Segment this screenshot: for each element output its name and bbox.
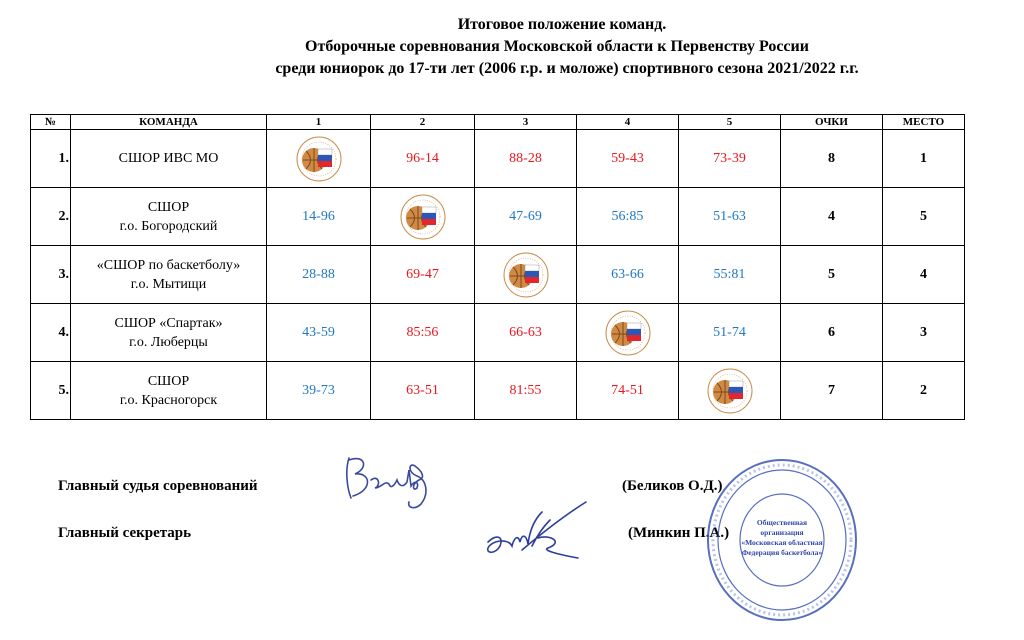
team-cell bbox=[71, 246, 267, 304]
header-number: № bbox=[31, 115, 71, 130]
row-number: 1. bbox=[31, 130, 71, 188]
judge-name: (Беликов О.Д.) bbox=[622, 478, 723, 494]
judge-label: Главный судья соревнований bbox=[58, 478, 258, 494]
team-city: г.о. Богородский bbox=[119, 218, 218, 234]
score-value: 43-59 bbox=[302, 324, 335, 340]
self-match-cell bbox=[577, 304, 679, 362]
score-cell bbox=[371, 362, 475, 420]
place-cell: 3 bbox=[883, 304, 965, 362]
table-row bbox=[31, 246, 965, 304]
team-name: СШОР bbox=[147, 373, 190, 389]
stamp-line-1: Общественная bbox=[756, 518, 808, 527]
score-value: 63-51 bbox=[406, 382, 439, 398]
score-cell bbox=[371, 304, 475, 362]
federation-logo-icon bbox=[604, 309, 652, 357]
federation-logo-icon bbox=[706, 367, 754, 415]
self-match-cell bbox=[371, 188, 475, 246]
header-col-5: 5 bbox=[679, 115, 781, 130]
score-cell bbox=[371, 130, 475, 188]
team-cell bbox=[71, 188, 267, 246]
points-cell: 4 bbox=[781, 188, 883, 246]
score-cell bbox=[475, 130, 577, 188]
score-cell bbox=[267, 362, 371, 420]
score-value: 66-63 bbox=[509, 324, 542, 340]
team-name: СШОР ИВС МО bbox=[118, 151, 219, 166]
score-value: 85:56 bbox=[406, 324, 439, 340]
team-cell bbox=[71, 304, 267, 362]
score-value: 39-73 bbox=[302, 382, 335, 398]
row-number: 5. bbox=[31, 362, 71, 420]
self-match-cell bbox=[679, 362, 781, 420]
score-value: 55:81 bbox=[713, 266, 746, 282]
score-value: 51-74 bbox=[713, 324, 746, 340]
title-line-1: Итоговое положение команд. bbox=[457, 16, 667, 33]
place-cell: 1 bbox=[883, 130, 965, 188]
score-value: 96-14 bbox=[406, 150, 439, 166]
document-title bbox=[0, 14, 1024, 80]
points-cell: 6 bbox=[781, 304, 883, 362]
row-number: 4. bbox=[31, 304, 71, 362]
stamp-line-3: «Московская областная bbox=[741, 538, 823, 547]
standings-table bbox=[30, 114, 965, 420]
header-col-1: 1 bbox=[267, 115, 371, 130]
team-city: г.о. Красногорск bbox=[119, 392, 218, 408]
score-value: 88-28 bbox=[509, 150, 542, 166]
row-number: 3. bbox=[31, 246, 71, 304]
federation-logo-icon bbox=[502, 251, 550, 299]
score-cell bbox=[267, 246, 371, 304]
score-cell bbox=[267, 188, 371, 246]
stamp-line-4: Федерация баскетбола» bbox=[741, 548, 823, 557]
secretary-name: (Минкин П.А.) bbox=[628, 525, 730, 541]
federation-logo-icon bbox=[399, 193, 447, 241]
title-line-3: среди юниорок до 17-ти лет (2006 г.р. и моложе) спортивного сезона 2021/2022 г.г. bbox=[275, 60, 859, 77]
score-cell bbox=[577, 246, 679, 304]
stamp-line-2: организация bbox=[760, 528, 804, 537]
score-value: 47-69 bbox=[509, 208, 542, 224]
secretary-label: Главный секретарь bbox=[58, 525, 192, 541]
score-cell bbox=[371, 246, 475, 304]
score-value: 56:85 bbox=[611, 208, 644, 224]
score-cell bbox=[679, 188, 781, 246]
points-cell: 5 bbox=[781, 246, 883, 304]
score-value: 81:55 bbox=[509, 382, 542, 398]
points-cell: 7 bbox=[781, 362, 883, 420]
score-value: 28-88 bbox=[302, 266, 335, 282]
score-value: 73-39 bbox=[713, 150, 746, 166]
self-match-cell bbox=[475, 246, 577, 304]
title-line-2: Отборочные соревнования Московской области к Первенству России bbox=[305, 38, 809, 55]
team-cell bbox=[71, 130, 267, 188]
score-cell bbox=[475, 304, 577, 362]
table-row bbox=[31, 188, 965, 246]
score-cell bbox=[577, 362, 679, 420]
score-value: 69-47 bbox=[406, 266, 439, 282]
score-value: 14-96 bbox=[302, 208, 335, 224]
header-team: КОМАНДА bbox=[71, 115, 267, 130]
score-cell bbox=[577, 188, 679, 246]
team-name: СШОР bbox=[147, 199, 190, 215]
team-city: г.о. Мытищи bbox=[130, 276, 207, 292]
header-col-3: 3 bbox=[475, 115, 577, 130]
points-cell: 8 bbox=[781, 130, 883, 188]
federation-logo-icon bbox=[295, 135, 343, 183]
table-row bbox=[31, 362, 965, 420]
header-col-2: 2 bbox=[371, 115, 475, 130]
team-name: «СШОР по баскетболу» bbox=[96, 257, 241, 273]
header-place: МЕСТО bbox=[883, 115, 965, 130]
place-cell: 2 bbox=[883, 362, 965, 420]
score-cell bbox=[267, 304, 371, 362]
score-value: 51-63 bbox=[713, 208, 746, 224]
place-cell: 4 bbox=[883, 246, 965, 304]
team-city: г.о. Люберцы bbox=[129, 334, 208, 350]
header-col-4: 4 bbox=[577, 115, 679, 130]
header-points: ОЧКИ bbox=[781, 115, 883, 130]
team-cell bbox=[71, 362, 267, 420]
table-header-row bbox=[31, 115, 965, 130]
self-match-cell bbox=[267, 130, 371, 188]
score-cell bbox=[679, 304, 781, 362]
secretary-signature bbox=[478, 498, 593, 570]
score-cell bbox=[679, 246, 781, 304]
judge-signature bbox=[335, 450, 435, 510]
score-cell bbox=[475, 188, 577, 246]
table-row bbox=[31, 130, 965, 188]
score-value: 59-43 bbox=[611, 150, 644, 166]
row-number: 2. bbox=[31, 188, 71, 246]
score-value: 63-66 bbox=[611, 266, 644, 282]
score-cell bbox=[475, 362, 577, 420]
score-cell bbox=[577, 130, 679, 188]
score-value: 74-51 bbox=[611, 382, 644, 398]
team-name: СШОР «Спартак» bbox=[114, 315, 223, 331]
table-row bbox=[31, 304, 965, 362]
official-stamp bbox=[702, 455, 862, 625]
place-cell: 5 bbox=[883, 188, 965, 246]
score-cell bbox=[679, 130, 781, 188]
